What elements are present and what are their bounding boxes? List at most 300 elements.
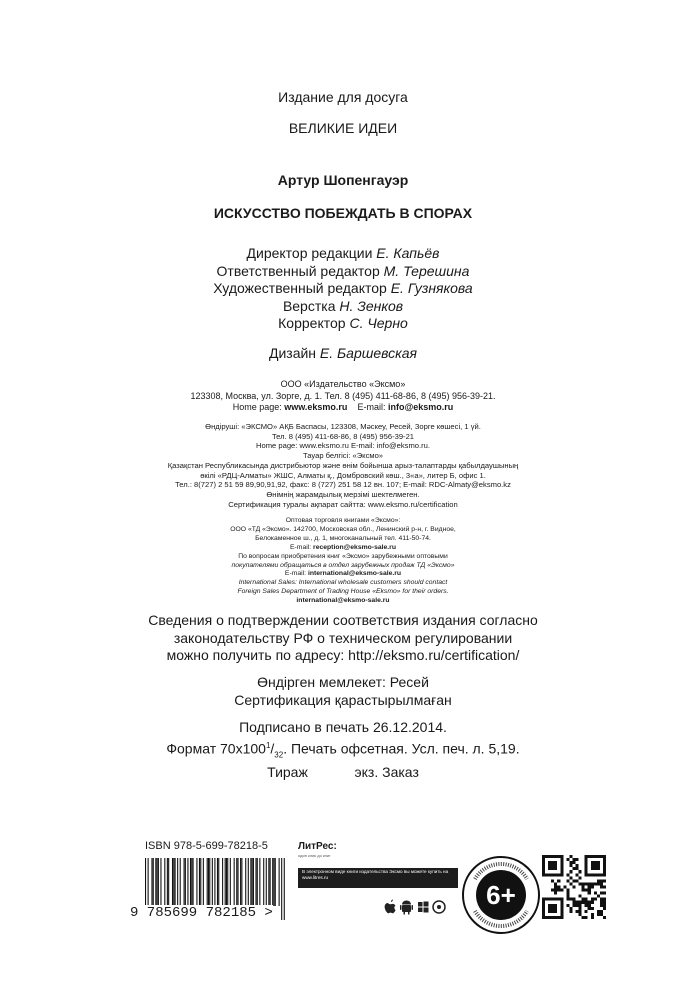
barcode-bar (187, 858, 188, 906)
qr-cell (566, 898, 569, 901)
barcode-bar (200, 858, 201, 906)
qr-cell (572, 867, 575, 870)
qr-cell (569, 855, 572, 858)
qr-cell (545, 916, 548, 919)
qr-cell (572, 901, 575, 904)
qr-cell (591, 916, 594, 919)
qr-cell (557, 916, 560, 919)
qr-cell (585, 916, 588, 919)
qr-cell (548, 861, 551, 864)
qr-cell (551, 864, 554, 867)
age-rating-text: 6+ (486, 880, 516, 910)
qr-cell (603, 867, 606, 870)
cert-line: законодательству РФ о техническом регулировании (173, 629, 513, 646)
qr-cell (579, 870, 582, 873)
kz-line: Тел. 8 (495) 411-68-86, 8 (495) 956-39-21 (271, 431, 415, 441)
qr-cell (548, 855, 551, 858)
qr-cell (569, 882, 572, 885)
barcode-bar (222, 858, 223, 906)
barcode-bar (227, 858, 228, 906)
qr-cell (566, 892, 569, 895)
qr-cell (600, 873, 603, 876)
credit-line: Художественный редактор Е. Гузнякова (213, 280, 473, 297)
barcode-bar (207, 858, 208, 906)
qr-cell (551, 916, 554, 919)
barcode-bar (212, 858, 213, 906)
wholesale-email: E-mail: reception@eksmo-sale.ru (290, 543, 396, 551)
qr-cell (548, 864, 551, 867)
qr-cell (579, 913, 582, 916)
wholesale-line: Оптовая торговля книгами «Эксмо»: (285, 517, 401, 524)
qr-cell (603, 907, 606, 910)
qr-cell (554, 885, 557, 888)
design-credit: Дизайн Е. Баршевская (268, 345, 418, 361)
barcode-bar (257, 858, 258, 906)
barcode-bar (275, 858, 276, 906)
qr-cell (569, 898, 572, 901)
web-icon (433, 901, 445, 913)
barcode-bar (226, 858, 227, 906)
qr-cell (566, 858, 569, 861)
series-title: ВЕЛИКИЕ ИДЕИ (288, 120, 398, 136)
qr-cell (585, 867, 588, 870)
qr-cell (554, 889, 557, 892)
country-line: Сертификация қарастырылмаған (234, 691, 452, 708)
email-link[interactable]: info@eksmo.ru (387, 402, 454, 412)
reception-email-link[interactable]: reception@eksmo-sale.ru (313, 543, 396, 551)
barcode-bar (172, 858, 173, 906)
qr-cell (554, 864, 557, 867)
barcode-bar (259, 858, 260, 906)
qr-cell (582, 898, 585, 901)
wholesale-line: ООО «ТД «Эксмо». 142700, Московская обл., Ленинский р-н, г. Видное, (230, 525, 456, 533)
barcode-bar (266, 858, 267, 906)
qr-cell (597, 910, 600, 913)
qr-cell (600, 910, 603, 913)
qr-cell (594, 864, 597, 867)
series-label: Издание для досуга (278, 89, 408, 105)
qr-cell (542, 870, 545, 873)
qr-cell (582, 916, 585, 919)
barcode-bar (253, 858, 254, 906)
qr-cell (569, 876, 572, 879)
qr-cell (548, 910, 551, 913)
qr-cell (563, 885, 566, 888)
android-icon (400, 901, 413, 915)
qr-cell (576, 867, 579, 870)
qr-cell (585, 904, 588, 907)
qr-cell (542, 910, 545, 913)
international-email-link[interactable]: international@eksmo-sale.ru (307, 570, 402, 578)
barcode-bar (177, 858, 178, 906)
qr-cell (551, 898, 554, 901)
barcode-bar (173, 858, 174, 906)
qr-cell (560, 907, 563, 910)
qr-cell (582, 901, 585, 904)
qr-cell (560, 889, 563, 892)
qr-cell (591, 873, 594, 876)
qr-cell (600, 855, 603, 858)
country-of-origin (0, 674, 686, 709)
kz-line: Home page: www.eksmo.ru E-mail: info@eksmo.ru. (256, 441, 430, 451)
qr-cell (572, 898, 575, 901)
qr-cell (585, 864, 588, 867)
qr-cell (572, 879, 575, 882)
qr-cell (554, 867, 557, 870)
qr-cell (560, 867, 563, 870)
qr-cell (551, 873, 554, 876)
qr-cell (551, 861, 554, 864)
qr-cell (548, 898, 551, 901)
print-details (0, 719, 686, 781)
qr-cell (594, 898, 597, 901)
qr-cell (579, 895, 582, 898)
qr-cell (600, 879, 603, 882)
qr-cell (603, 861, 606, 864)
qr-cell (591, 901, 594, 904)
qr-cell (585, 858, 588, 861)
kz-line: Тел.: 8(727) 2 51 59 89,90,91,92, факс: 8 (727) 251 58 12 вн. 107; E-mail: RDC-Almaty@eksmo.kz (175, 480, 511, 490)
qr-cell (588, 892, 591, 895)
credit-line: Верстка Н. Зенков (282, 297, 404, 314)
credit-line: Корректор С. Черно (278, 315, 408, 332)
platform-icons (382, 899, 458, 915)
qr-cell (560, 873, 563, 876)
country-line: Өндірген мемлекет: Ресей (257, 674, 429, 690)
kz-line: Сертификация туралы ақпарат сайтта: www.eksmo.ru/certification (228, 499, 458, 509)
qr-code[interactable] (542, 855, 606, 919)
kz-line: өкілі «РДЦ-Алматы» ЖШС, Алматы қ., Домбровский көш., 3«а», литер Б, офис 1. (200, 470, 486, 480)
qr-cell (600, 885, 603, 888)
qr-cell (542, 901, 545, 904)
qr-cell (588, 904, 591, 907)
qr-cell (591, 882, 594, 885)
qr-cell (576, 879, 579, 882)
barcode-digits: 9 785699 782185 > (130, 905, 273, 921)
qr-cell (551, 907, 554, 910)
qr-cell (603, 855, 606, 858)
qr-cell (576, 864, 579, 867)
barcode-bar (203, 858, 204, 906)
qr-cell (576, 858, 579, 861)
international-email-link[interactable]: international@eksmo-sale.ru (296, 597, 390, 605)
kz-line: Өнімнің жарамдылық мерзімі шектелмеген. (266, 489, 420, 499)
barcode-bar (237, 858, 238, 906)
qr-cell (591, 861, 594, 864)
qr-cell (597, 864, 600, 867)
barcode-bar (252, 858, 253, 906)
qr-cell (585, 855, 588, 858)
qr-cell (548, 904, 551, 907)
qr-cell (579, 882, 582, 885)
qr-cell (548, 916, 551, 919)
qr-cell (560, 870, 563, 873)
qr-cell (594, 861, 597, 864)
qr-cell (588, 885, 591, 888)
qr-cell (554, 855, 557, 858)
qr-cell (591, 867, 594, 870)
barcode-bar (263, 858, 264, 906)
qr-cell (551, 910, 554, 913)
qr-cell (603, 904, 606, 907)
kz-line: Тауар белгісі: «Эксмо» (302, 451, 384, 461)
qr-cell (600, 892, 603, 895)
barcode-bar (157, 858, 158, 906)
qr-cell (572, 885, 575, 888)
barcode-bar (230, 858, 231, 906)
wholesale-line: покупателями обращаться в отдел зарубежных продаж ТД «Эксмо» (231, 561, 455, 569)
qr-cell (542, 867, 545, 870)
qr-cell (569, 864, 572, 867)
apple-icon (385, 900, 396, 914)
litres-tagline: один клик до книг (298, 853, 331, 858)
author-name: Артур Шопенгауэр (277, 172, 409, 188)
qr-cell (603, 898, 606, 901)
qr-cell (585, 870, 588, 873)
qr-cell (591, 913, 594, 916)
barcode-bar (240, 858, 241, 906)
qr-cell (600, 901, 603, 904)
home-link[interactable]: www.eksmo.ru (284, 402, 348, 412)
barcode-bar (185, 858, 186, 906)
publisher-address: 123308, Москва, ул. Зорге, д. 1. Тел. 8 (495) 411-68-86, 8 (495) 956-39-21. (190, 390, 496, 401)
qr-cell (542, 907, 545, 910)
qr-cell (560, 913, 563, 916)
credit-line: Директор редакции Е. Капьёв (246, 245, 440, 261)
qr-cell (594, 855, 597, 858)
qr-cell (597, 873, 600, 876)
windows-icon (418, 902, 429, 913)
qr-cell (603, 870, 606, 873)
qr-cell (569, 861, 572, 864)
qr-cell (600, 904, 603, 907)
cert-line: можно получить по адресу: http://eksmo.ru/certification/ (166, 647, 520, 664)
barcode-bar (245, 858, 246, 906)
barcode-bar (191, 858, 192, 906)
barcode-bar (248, 858, 249, 906)
qr-cell (603, 873, 606, 876)
qr-cell (560, 861, 563, 864)
qr-cell (551, 889, 554, 892)
qr-cell (551, 867, 554, 870)
qr-cell (597, 879, 600, 882)
barcode-bar (180, 858, 181, 906)
certification-notice (0, 612, 686, 665)
barcode-bar (225, 858, 226, 906)
qr-cell (569, 870, 572, 873)
qr-cell (566, 873, 569, 876)
qr-cell (603, 885, 606, 888)
qr-cell (603, 858, 606, 861)
qr-cell (579, 907, 582, 910)
qr-cell (560, 898, 563, 901)
barcode-bar (284, 858, 285, 920)
qr-cell (557, 885, 560, 888)
wholesale-line: International Sales: International wholesale customers should contact (238, 579, 448, 587)
barcode-bar (209, 858, 210, 906)
qr-cell (557, 879, 560, 882)
qr-cell (591, 855, 594, 858)
qr-cell (600, 913, 603, 916)
qr-cell (566, 879, 569, 882)
print-run: Тираж экз. Заказ (267, 763, 419, 780)
qr-cell (554, 898, 557, 901)
qr-cell (560, 855, 563, 858)
barcode-bar (250, 858, 251, 906)
cert-line: Сведения о подтверждении соответствия издания согласно (148, 612, 538, 628)
qr-cell (572, 904, 575, 907)
qr-cell (560, 910, 563, 913)
qr-cell (588, 873, 591, 876)
qr-cell (576, 904, 579, 907)
publisher-info (0, 379, 686, 414)
barcode-bar (184, 858, 185, 906)
qr-cell (560, 858, 563, 861)
qr-cell (554, 892, 557, 895)
qr-cell (576, 873, 579, 876)
qr-cell (566, 904, 569, 907)
qr-cell (554, 910, 557, 913)
publisher-contacts: Home page: www.eksmo.ru E-mail: info@eksmo.ru (232, 402, 454, 412)
qr-cell (600, 898, 603, 901)
barcode-bar (167, 858, 168, 906)
qr-cell (548, 867, 551, 870)
qr-cell (603, 916, 606, 919)
qr-cell (582, 889, 585, 892)
barcode-bar (281, 858, 282, 920)
qr-cell (576, 901, 579, 904)
kz-line: Қазақстан Республикасында дистрибьютор және өнім бойынша арыз-талаптарды қабылдаушының (167, 460, 519, 470)
qr-cell (542, 898, 545, 901)
qr-cell (548, 873, 551, 876)
qr-cell (554, 907, 557, 910)
qr-cell (569, 910, 572, 913)
qr-cell (585, 873, 588, 876)
barcode-bar (153, 858, 154, 906)
qr-cell (557, 898, 560, 901)
barcode-bar (196, 858, 197, 906)
qr-cell (557, 855, 560, 858)
qr-cell (548, 907, 551, 910)
qr-cell (551, 855, 554, 858)
barcode-bar (155, 858, 156, 906)
qr-cell (542, 861, 545, 864)
qr-cell (542, 904, 545, 907)
qr-cell (560, 901, 563, 904)
qr-cell (597, 913, 600, 916)
qr-cell (594, 873, 597, 876)
wholesale-line: Белокаменное ш., д. 1, многоканальный тел. 411-50-74. (255, 534, 431, 542)
qr-cell (566, 895, 569, 898)
qr-cell (579, 910, 582, 913)
qr-cell (591, 898, 594, 901)
qr-cell (569, 907, 572, 910)
qr-cell (554, 861, 557, 864)
qr-cell (542, 873, 545, 876)
barcode-bar (164, 858, 165, 906)
barcode-bar (168, 858, 169, 906)
qr-cell (585, 898, 588, 901)
kazakh-distributor-info (0, 422, 686, 509)
qr-cell (585, 889, 588, 892)
qr-cell (554, 916, 557, 919)
wholesale-line: Foreign Sales Department of Trading House «Eksmo» for their orders. (237, 588, 449, 596)
barcode-bar (234, 858, 235, 906)
qr-cell (579, 901, 582, 904)
barcode-bar (279, 858, 280, 906)
qr-cell (585, 882, 588, 885)
qr-cell (603, 901, 606, 904)
barcode-bar (151, 858, 152, 906)
barcode-bar (272, 858, 273, 906)
qr-cell (551, 904, 554, 907)
barcode-bar (193, 858, 194, 906)
barcode-bar (268, 858, 269, 906)
qr-cell (572, 861, 575, 864)
qr-cell (554, 882, 557, 885)
barcode-bar (273, 858, 274, 906)
qr-cell (557, 873, 560, 876)
qr-cell (591, 907, 594, 910)
wholesale-info (0, 517, 686, 606)
qr-cell (597, 861, 600, 864)
qr-cell (560, 916, 563, 919)
barcode-bar (270, 858, 271, 906)
qr-cell (603, 879, 606, 882)
qr-cell (585, 861, 588, 864)
qr-cell (542, 864, 545, 867)
qr-cell (572, 858, 575, 861)
print-format: Формат $70x100^1/_{32}$. Печать офсетная. Усл. печ. л. 5,19. (166, 740, 520, 760)
age-rating-badge (461, 855, 541, 935)
barcode-bar (241, 858, 242, 906)
barcode-bar (175, 858, 176, 906)
qr-cell (560, 864, 563, 867)
editorial-credits (0, 245, 686, 333)
qr-cell (554, 904, 557, 907)
barcode-bar (158, 858, 159, 906)
qr-cell (597, 882, 600, 885)
qr-cell (576, 910, 579, 913)
qr-cell (579, 876, 582, 879)
qr-cell (597, 855, 600, 858)
qr-cell (597, 867, 600, 870)
qr-cell (600, 882, 603, 885)
qr-cell (585, 910, 588, 913)
litres-logo: ЛитРес: (298, 841, 337, 852)
qr-cell (551, 879, 554, 882)
kz-line: Өндіруші: «ЭКСМО» АҚБ Баспасы, 123308, Мәскеу, Ресей, Зорге көшесі, 1 үй. (205, 422, 481, 431)
wholesale-line: По вопросам приобретения книг «Эксмо» зарубежными оптовыми (238, 552, 448, 560)
publisher-name: ООО «Издательство «Эксмо» (280, 379, 406, 389)
qr-cell (588, 882, 591, 885)
barcode-bar (208, 858, 209, 906)
qr-cell (591, 885, 594, 888)
qr-cell (566, 889, 569, 892)
credit-line: Ответственный редактор М. Терешина (216, 262, 470, 279)
signed-date: Подписано в печать 26.12.2014. (239, 719, 447, 735)
qr-cell (554, 873, 557, 876)
barcode-bar (190, 858, 191, 906)
qr-cell (542, 913, 545, 916)
barcode-bar (199, 858, 200, 906)
qr-cell (579, 904, 582, 907)
qr-cell (588, 907, 591, 910)
qr-cell (594, 892, 597, 895)
qr-cell (603, 864, 606, 867)
qr-cell (594, 867, 597, 870)
qr-cell (582, 885, 585, 888)
